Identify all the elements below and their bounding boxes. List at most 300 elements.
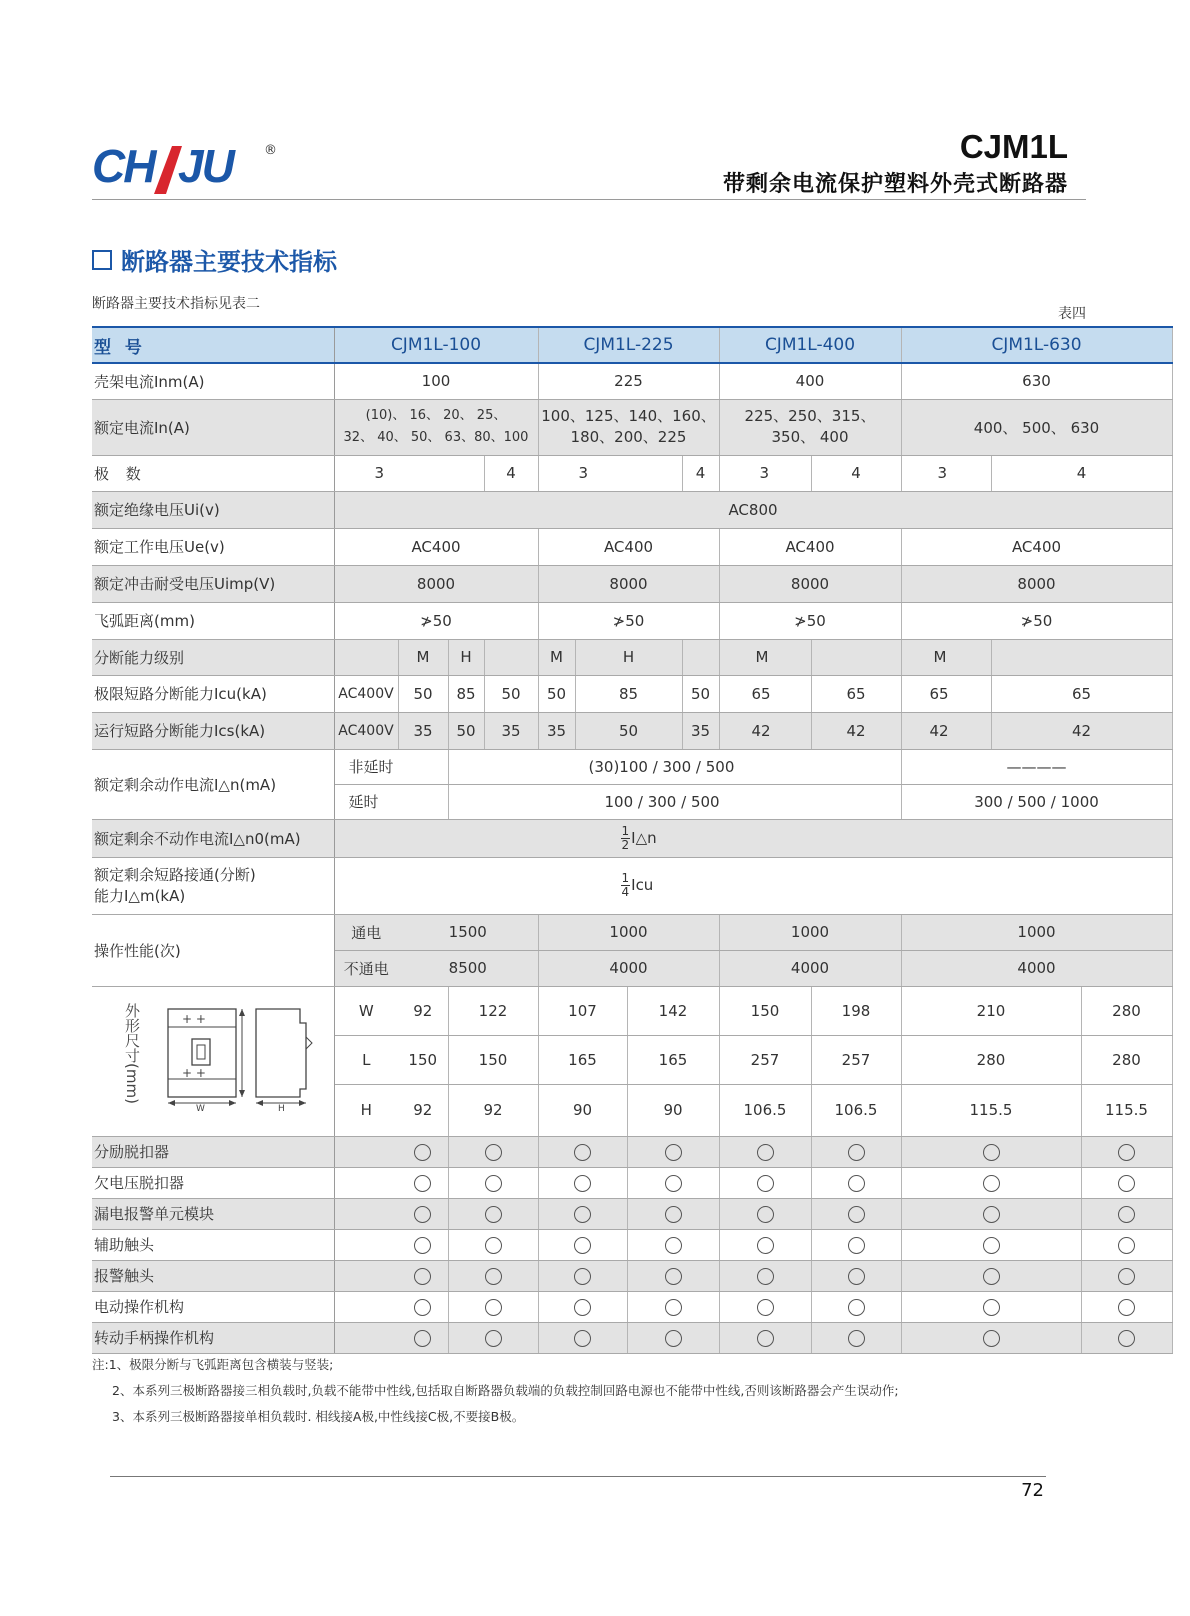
- table-cell: [334, 819, 1172, 857]
- table-cell: [334, 1322, 398, 1353]
- table-cell: 42: [811, 712, 901, 749]
- table-cell: [719, 1167, 811, 1198]
- product-code: CJM1L: [959, 128, 1068, 165]
- optional-circle-icon: [848, 1175, 865, 1192]
- table-cell: [334, 1260, 398, 1291]
- table-cell: 42: [991, 712, 1172, 749]
- table-cell: [334, 1136, 398, 1167]
- optional-circle-icon: [848, 1268, 865, 1285]
- optional-circle-icon: [665, 1237, 682, 1254]
- table-cell: 280: [901, 1035, 1081, 1084]
- table-cell: [1081, 1322, 1172, 1353]
- header-divider: [92, 199, 1086, 200]
- row-label: 电动操作机构: [92, 1291, 334, 1322]
- table-cell: [627, 1167, 719, 1198]
- optional-circle-icon: [485, 1206, 502, 1223]
- row-label: 操作性能(次): [92, 914, 334, 986]
- table-cell: 92: [398, 986, 448, 1035]
- table-cell: [719, 1260, 811, 1291]
- table-cell: 4000: [538, 950, 719, 986]
- row-label: 极 数: [92, 455, 334, 491]
- table-cell: 65: [901, 675, 991, 712]
- optional-circle-icon: [414, 1175, 431, 1192]
- table-cell: 300 / 500 / 1000: [901, 784, 1172, 819]
- optional-circle-icon: [983, 1268, 1000, 1285]
- table-cell: [811, 1136, 901, 1167]
- table-cell: 8000: [719, 565, 901, 602]
- table-cell: [901, 1260, 1081, 1291]
- optional-circle-icon: [1118, 1237, 1135, 1254]
- table-cell: [334, 1291, 398, 1322]
- row-label: 额定冲击耐受电压Uimp(V): [92, 565, 334, 602]
- table-cell: 1000: [901, 914, 1172, 950]
- table-cell: [448, 1136, 538, 1167]
- table-cell: [538, 1136, 627, 1167]
- table-cell: 50: [398, 675, 448, 712]
- table-cell: 4000: [719, 950, 901, 986]
- table-cell: 3: [719, 455, 811, 491]
- table-cell: 150: [398, 1035, 448, 1084]
- table-cell: 257: [719, 1035, 811, 1084]
- table-cell: H: [448, 639, 484, 675]
- table-cell: 198: [811, 986, 901, 1035]
- table-cell: [627, 1229, 719, 1260]
- optional-circle-icon: [485, 1237, 502, 1254]
- table-cell: 106.5: [719, 1084, 811, 1136]
- optional-circle-icon: [1118, 1268, 1135, 1285]
- non-operating-row: [92, 819, 1172, 857]
- optional-circle-icon: [983, 1175, 1000, 1192]
- table-cell: 4: [484, 455, 538, 491]
- table-cell: 142: [627, 986, 719, 1035]
- table-cell: 8500: [398, 950, 538, 986]
- optional-circle-icon: [757, 1299, 774, 1316]
- logo-text: CH: [92, 140, 155, 192]
- fraction: $\frac{1}{2}$: [621, 823, 630, 852]
- table-cell: 90: [627, 1084, 719, 1136]
- table-cell: 42: [719, 712, 811, 749]
- table-cell: ————: [901, 749, 1172, 784]
- table-cell: 1000: [719, 914, 901, 950]
- impulse-voltage-row: [92, 565, 1172, 602]
- table-cell: [538, 1229, 627, 1260]
- section-title: [92, 242, 337, 277]
- table-cell: 50: [538, 675, 575, 712]
- optional-circle-icon: [757, 1268, 774, 1285]
- accessory-row: [92, 1322, 1172, 1353]
- table-cell: 92: [448, 1084, 538, 1136]
- w-label: W: [196, 1104, 205, 1114]
- optional-circle-icon: [665, 1268, 682, 1285]
- row-label: 极限短路分断能力Icu(kA): [92, 675, 334, 712]
- h-label: H: [278, 1104, 285, 1114]
- insulation-voltage-row: [92, 491, 1172, 528]
- optional-circle-icon: [1118, 1330, 1135, 1347]
- table-cell: [538, 1260, 627, 1291]
- accessory-row: [92, 1136, 1172, 1167]
- short-make-row: [92, 857, 1172, 914]
- table-cell: [901, 1136, 1081, 1167]
- table-cell: [448, 1260, 538, 1291]
- optional-circle-icon: [983, 1330, 1000, 1347]
- table-cell: [538, 1167, 627, 1198]
- optional-circle-icon: [1118, 1175, 1135, 1192]
- table-cell: 225: [538, 363, 719, 399]
- dimension-diagram-cell: [92, 986, 334, 1136]
- table-cell: [398, 1198, 448, 1229]
- table-cell: 257: [811, 1035, 901, 1084]
- optional-circle-icon: [574, 1175, 591, 1192]
- model-100: CJM1L-100: [334, 327, 538, 363]
- table-cell: [398, 1322, 448, 1353]
- row-label: 欠电压脱扣器: [92, 1167, 334, 1198]
- side-view-outline: [256, 1009, 306, 1097]
- notes: [92, 1352, 899, 1430]
- table-cell: [901, 1291, 1081, 1322]
- table-cell: M: [719, 639, 811, 675]
- model-header-row: [92, 327, 1172, 363]
- optional-circle-icon: [574, 1268, 591, 1285]
- breaking-class-row: [92, 639, 1172, 675]
- breaker-outline-diagram: [92, 989, 332, 1129]
- optional-circle-icon: [665, 1299, 682, 1316]
- intro-text: 断路器主要技术指标见表二: [92, 296, 260, 312]
- table-cell: 1500: [398, 914, 538, 950]
- optional-circle-icon: [848, 1144, 865, 1161]
- optional-circle-icon: [665, 1206, 682, 1223]
- table-cell: [991, 639, 1172, 675]
- note-line: 2、本系列三极断路器接三相负载时,负载不能带中性线,包括取自断路器负载端的负载控制回路电源也不能带中性线,否则该断路器会产生误动作;: [112, 1383, 899, 1398]
- table-cell: 50: [484, 675, 538, 712]
- table-cell: 106.5: [811, 1084, 901, 1136]
- registered-mark: ®: [264, 143, 277, 158]
- optional-circle-icon: [485, 1330, 502, 1347]
- table-cell: 65: [719, 675, 811, 712]
- table-cell: [1081, 1229, 1172, 1260]
- cell-line: (10)、 16、 20、 25、: [365, 408, 507, 423]
- optional-circle-icon: [574, 1144, 591, 1161]
- note-line: 3、本系列三极断路器接单相负载时. 相线接A极,中性线接C极,不要接B极。: [112, 1409, 525, 1424]
- table-cell: 150: [448, 1035, 538, 1084]
- table-cell: 8000: [538, 565, 719, 602]
- table-cell: [1081, 1291, 1172, 1322]
- table-cell: [811, 1167, 901, 1198]
- table-cell: 35: [682, 712, 719, 749]
- ics-row: [92, 712, 1172, 749]
- row-label: [92, 857, 334, 914]
- table-cell: 3: [901, 455, 991, 491]
- table-cell: 92: [398, 1084, 448, 1136]
- optional-circle-icon: [414, 1299, 431, 1316]
- table-cell: 通电: [334, 914, 398, 950]
- table-cell: [627, 1260, 719, 1291]
- optional-circle-icon: [574, 1330, 591, 1347]
- table-cell: 50: [575, 712, 682, 749]
- table-cell: [811, 1198, 901, 1229]
- table-cell: 不通电: [334, 950, 398, 986]
- table-cell: [901, 1229, 1081, 1260]
- icu-row: [92, 675, 1172, 712]
- optional-circle-icon: [485, 1268, 502, 1285]
- optional-circle-icon: [414, 1330, 431, 1347]
- optional-circle-icon: [414, 1268, 431, 1285]
- cell-text: I△n: [631, 828, 657, 847]
- fraction: $\frac{1}{4}$: [621, 871, 630, 899]
- table-cell: 50: [682, 675, 719, 712]
- table-cell: 1000: [538, 914, 719, 950]
- table-cell: 85: [448, 675, 484, 712]
- model-630: CJM1L-630: [901, 327, 1172, 363]
- table-cell: ≯50: [334, 602, 538, 639]
- dim-row-label: W: [334, 986, 398, 1035]
- table-cell: [627, 1136, 719, 1167]
- optional-circle-icon: [414, 1144, 431, 1161]
- table-cell: 8000: [901, 565, 1172, 602]
- table-cell: [398, 1291, 448, 1322]
- product-name: 带剩余电流保护塑料外壳式断路器: [722, 172, 1068, 197]
- table-cell: 90: [538, 1084, 627, 1136]
- checkbox-square-icon: [92, 250, 112, 270]
- optional-circle-icon: [983, 1206, 1000, 1223]
- row-label: 额定电流In(A): [92, 399, 334, 455]
- dim-w-row: [92, 986, 1172, 1035]
- table-cell: 165: [627, 1035, 719, 1084]
- table-cell: [811, 639, 901, 675]
- table-cell: 122: [448, 986, 538, 1035]
- table-cell: 65: [991, 675, 1172, 712]
- section-title-text: 断路器主要技术指标: [121, 248, 337, 276]
- table-cell: [1081, 1136, 1172, 1167]
- optional-circle-icon: [983, 1144, 1000, 1161]
- row-label: 分励脱扣器: [92, 1136, 334, 1167]
- table-cell: [1081, 1260, 1172, 1291]
- model-400: CJM1L-400: [719, 327, 901, 363]
- note-line: 注:1、极限分断与飞弧距离包含横装与竖装;: [92, 1357, 334, 1372]
- table-cell: M: [538, 639, 575, 675]
- table-cell: [901, 1198, 1081, 1229]
- table-cell: [719, 1198, 811, 1229]
- table-cell: 50: [448, 712, 484, 749]
- table-cell: 400、 500、 630: [901, 399, 1172, 455]
- cell-line: 225、250、315、: [744, 407, 876, 425]
- table-cell: 150: [719, 986, 811, 1035]
- rated-current-row: [92, 399, 1172, 455]
- optional-circle-icon: [414, 1237, 431, 1254]
- table-cell: 35: [538, 712, 575, 749]
- table-cell: [1081, 1167, 1172, 1198]
- table-cell: [719, 399, 901, 455]
- cell-line: 32、 40、 50、 63、80、100: [343, 430, 529, 445]
- page-number: 72: [1021, 1480, 1044, 1501]
- table-cell: 115.5: [901, 1084, 1081, 1136]
- table-cell: 280: [1081, 1035, 1172, 1084]
- svg-text:+ +: + +: [182, 1066, 206, 1080]
- table-cell: 8000: [334, 565, 538, 602]
- table-cell: [811, 1291, 901, 1322]
- row-label: 额定剩余动作电流I△n(mA): [92, 749, 334, 819]
- table-cell: [719, 1322, 811, 1353]
- table-cell: [719, 1229, 811, 1260]
- table-cell: [538, 399, 719, 455]
- table-cell: [682, 639, 719, 675]
- table-cell: 100 / 300 / 500: [448, 784, 901, 819]
- accessory-row: [92, 1229, 1172, 1260]
- optional-circle-icon: [848, 1299, 865, 1316]
- optional-circle-icon: [1118, 1206, 1135, 1223]
- row-label: 漏电报警单元模块: [92, 1198, 334, 1229]
- table-cell: [538, 1198, 627, 1229]
- table-cell: [719, 1291, 811, 1322]
- optional-circle-icon: [485, 1175, 502, 1192]
- optional-circle-icon: [485, 1144, 502, 1161]
- dimension-label: 外形尺寸(mm): [123, 1003, 141, 1104]
- table-cell: 210: [901, 986, 1081, 1035]
- table-cell: 3: [334, 455, 484, 491]
- table-cell: [334, 399, 538, 455]
- table-cell: ≯50: [901, 602, 1172, 639]
- table-cell: [398, 1167, 448, 1198]
- row-label: 运行短路分断能力Ics(kA): [92, 712, 334, 749]
- table-cell: [448, 1291, 538, 1322]
- arc-distance-row: [92, 602, 1172, 639]
- optional-circle-icon: [848, 1206, 865, 1223]
- table-cell: AC400: [538, 528, 719, 565]
- optional-circle-icon: [983, 1237, 1000, 1254]
- table-cell: [398, 1260, 448, 1291]
- table-cell: [811, 1260, 901, 1291]
- row-label: 额定剩余不动作电流I△n0(mA): [92, 819, 334, 857]
- table-cell: [398, 1136, 448, 1167]
- table-cell: [484, 639, 538, 675]
- optional-circle-icon: [757, 1206, 774, 1223]
- model-label: 型 号: [92, 327, 334, 363]
- table-cell: [398, 1229, 448, 1260]
- table-cell: [901, 1322, 1081, 1353]
- cell-line: 180、200、225: [570, 428, 687, 446]
- table-cell: 35: [398, 712, 448, 749]
- working-voltage-row: [92, 528, 1172, 565]
- table-cell: 280: [1081, 986, 1172, 1035]
- table-cell: 4: [682, 455, 719, 491]
- optional-circle-icon: [485, 1299, 502, 1316]
- table-cell: 100: [334, 363, 538, 399]
- cell-line: 100、125、140、160、: [541, 407, 716, 425]
- table-cell: [334, 1167, 398, 1198]
- table-cell: 630: [901, 363, 1172, 399]
- spec-table: [92, 326, 1173, 1354]
- optional-circle-icon: [574, 1237, 591, 1254]
- table-cell: 35: [484, 712, 538, 749]
- frame-current-row: [92, 363, 1172, 399]
- table-cell: [538, 1322, 627, 1353]
- table-cell: 4000: [901, 950, 1172, 986]
- optional-circle-icon: [665, 1175, 682, 1192]
- operation-on-row: [92, 914, 1172, 950]
- optional-circle-icon: [757, 1237, 774, 1254]
- table-number: 表四: [1058, 306, 1086, 322]
- optional-circle-icon: [574, 1206, 591, 1223]
- model-225: CJM1L-225: [538, 327, 719, 363]
- row-label: 额定工作电压Ue(v): [92, 528, 334, 565]
- table-cell: M: [901, 639, 991, 675]
- optional-circle-icon: [1118, 1299, 1135, 1316]
- table-cell: [334, 1198, 398, 1229]
- label-line: 能力I△m(kA): [94, 886, 186, 905]
- table-cell: AC400V: [334, 712, 398, 749]
- optional-circle-icon: [574, 1299, 591, 1316]
- optional-circle-icon: [665, 1330, 682, 1347]
- table-cell: AC800: [334, 491, 1172, 528]
- row-label: 额定绝缘电压Ui(v): [92, 491, 334, 528]
- table-cell: AC400V: [334, 675, 398, 712]
- table-cell: 4: [811, 455, 901, 491]
- chaju-logo: [92, 132, 292, 208]
- table-cell: [448, 1229, 538, 1260]
- table-cell: [901, 1167, 1081, 1198]
- table-cell: 延时: [334, 784, 448, 819]
- accessory-row: [92, 1198, 1172, 1229]
- table-cell: 65: [811, 675, 901, 712]
- table-cell: AC400: [719, 528, 901, 565]
- table-cell: 4: [991, 455, 1172, 491]
- table-cell: 107: [538, 986, 627, 1035]
- table-cell: [334, 857, 1172, 914]
- row-label: 壳架电流Inm(A): [92, 363, 334, 399]
- row-label: 辅助触头: [92, 1229, 334, 1260]
- table-cell: [334, 1229, 398, 1260]
- table-cell: [448, 1198, 538, 1229]
- svg-text:+ +: + +: [182, 1012, 206, 1026]
- residual-non-delay-row: [92, 749, 1172, 784]
- table-cell: AC400: [901, 528, 1172, 565]
- table-cell: 非延时: [334, 749, 448, 784]
- cell-text: Icu: [631, 876, 654, 894]
- accessory-row: [92, 1291, 1172, 1322]
- table-cell: [811, 1322, 901, 1353]
- optional-circle-icon: [848, 1237, 865, 1254]
- cell-line: 350、 400: [771, 428, 849, 446]
- table-cell: [811, 1229, 901, 1260]
- table-cell: [627, 1198, 719, 1229]
- table-cell: [719, 1136, 811, 1167]
- row-label: 报警触头: [92, 1260, 334, 1291]
- poles-row: [92, 455, 1172, 491]
- table-cell: 3: [538, 455, 682, 491]
- row-label: 转动手柄操作机构: [92, 1322, 334, 1353]
- optional-circle-icon: [757, 1144, 774, 1161]
- row-label: 分断能力级别: [92, 639, 334, 675]
- optional-circle-icon: [665, 1144, 682, 1161]
- optional-circle-icon: [848, 1330, 865, 1347]
- table-cell: ≯50: [538, 602, 719, 639]
- optional-circle-icon: [414, 1206, 431, 1223]
- table-cell: [627, 1322, 719, 1353]
- accessory-row: [92, 1167, 1172, 1198]
- table-cell: [448, 1167, 538, 1198]
- table-cell: [538, 1291, 627, 1322]
- label-line: 额定剩余短路接通(分断): [94, 865, 256, 884]
- optional-circle-icon: [757, 1175, 774, 1192]
- accessory-row: [92, 1260, 1172, 1291]
- dim-row-label: L: [334, 1035, 398, 1084]
- optional-circle-icon: [983, 1299, 1000, 1316]
- dim-row-label: H: [334, 1084, 398, 1136]
- table-cell: 42: [901, 712, 991, 749]
- table-cell: 115.5: [1081, 1084, 1172, 1136]
- table-cell: [1081, 1198, 1172, 1229]
- table-cell: H: [575, 639, 682, 675]
- table-cell: AC400: [334, 528, 538, 565]
